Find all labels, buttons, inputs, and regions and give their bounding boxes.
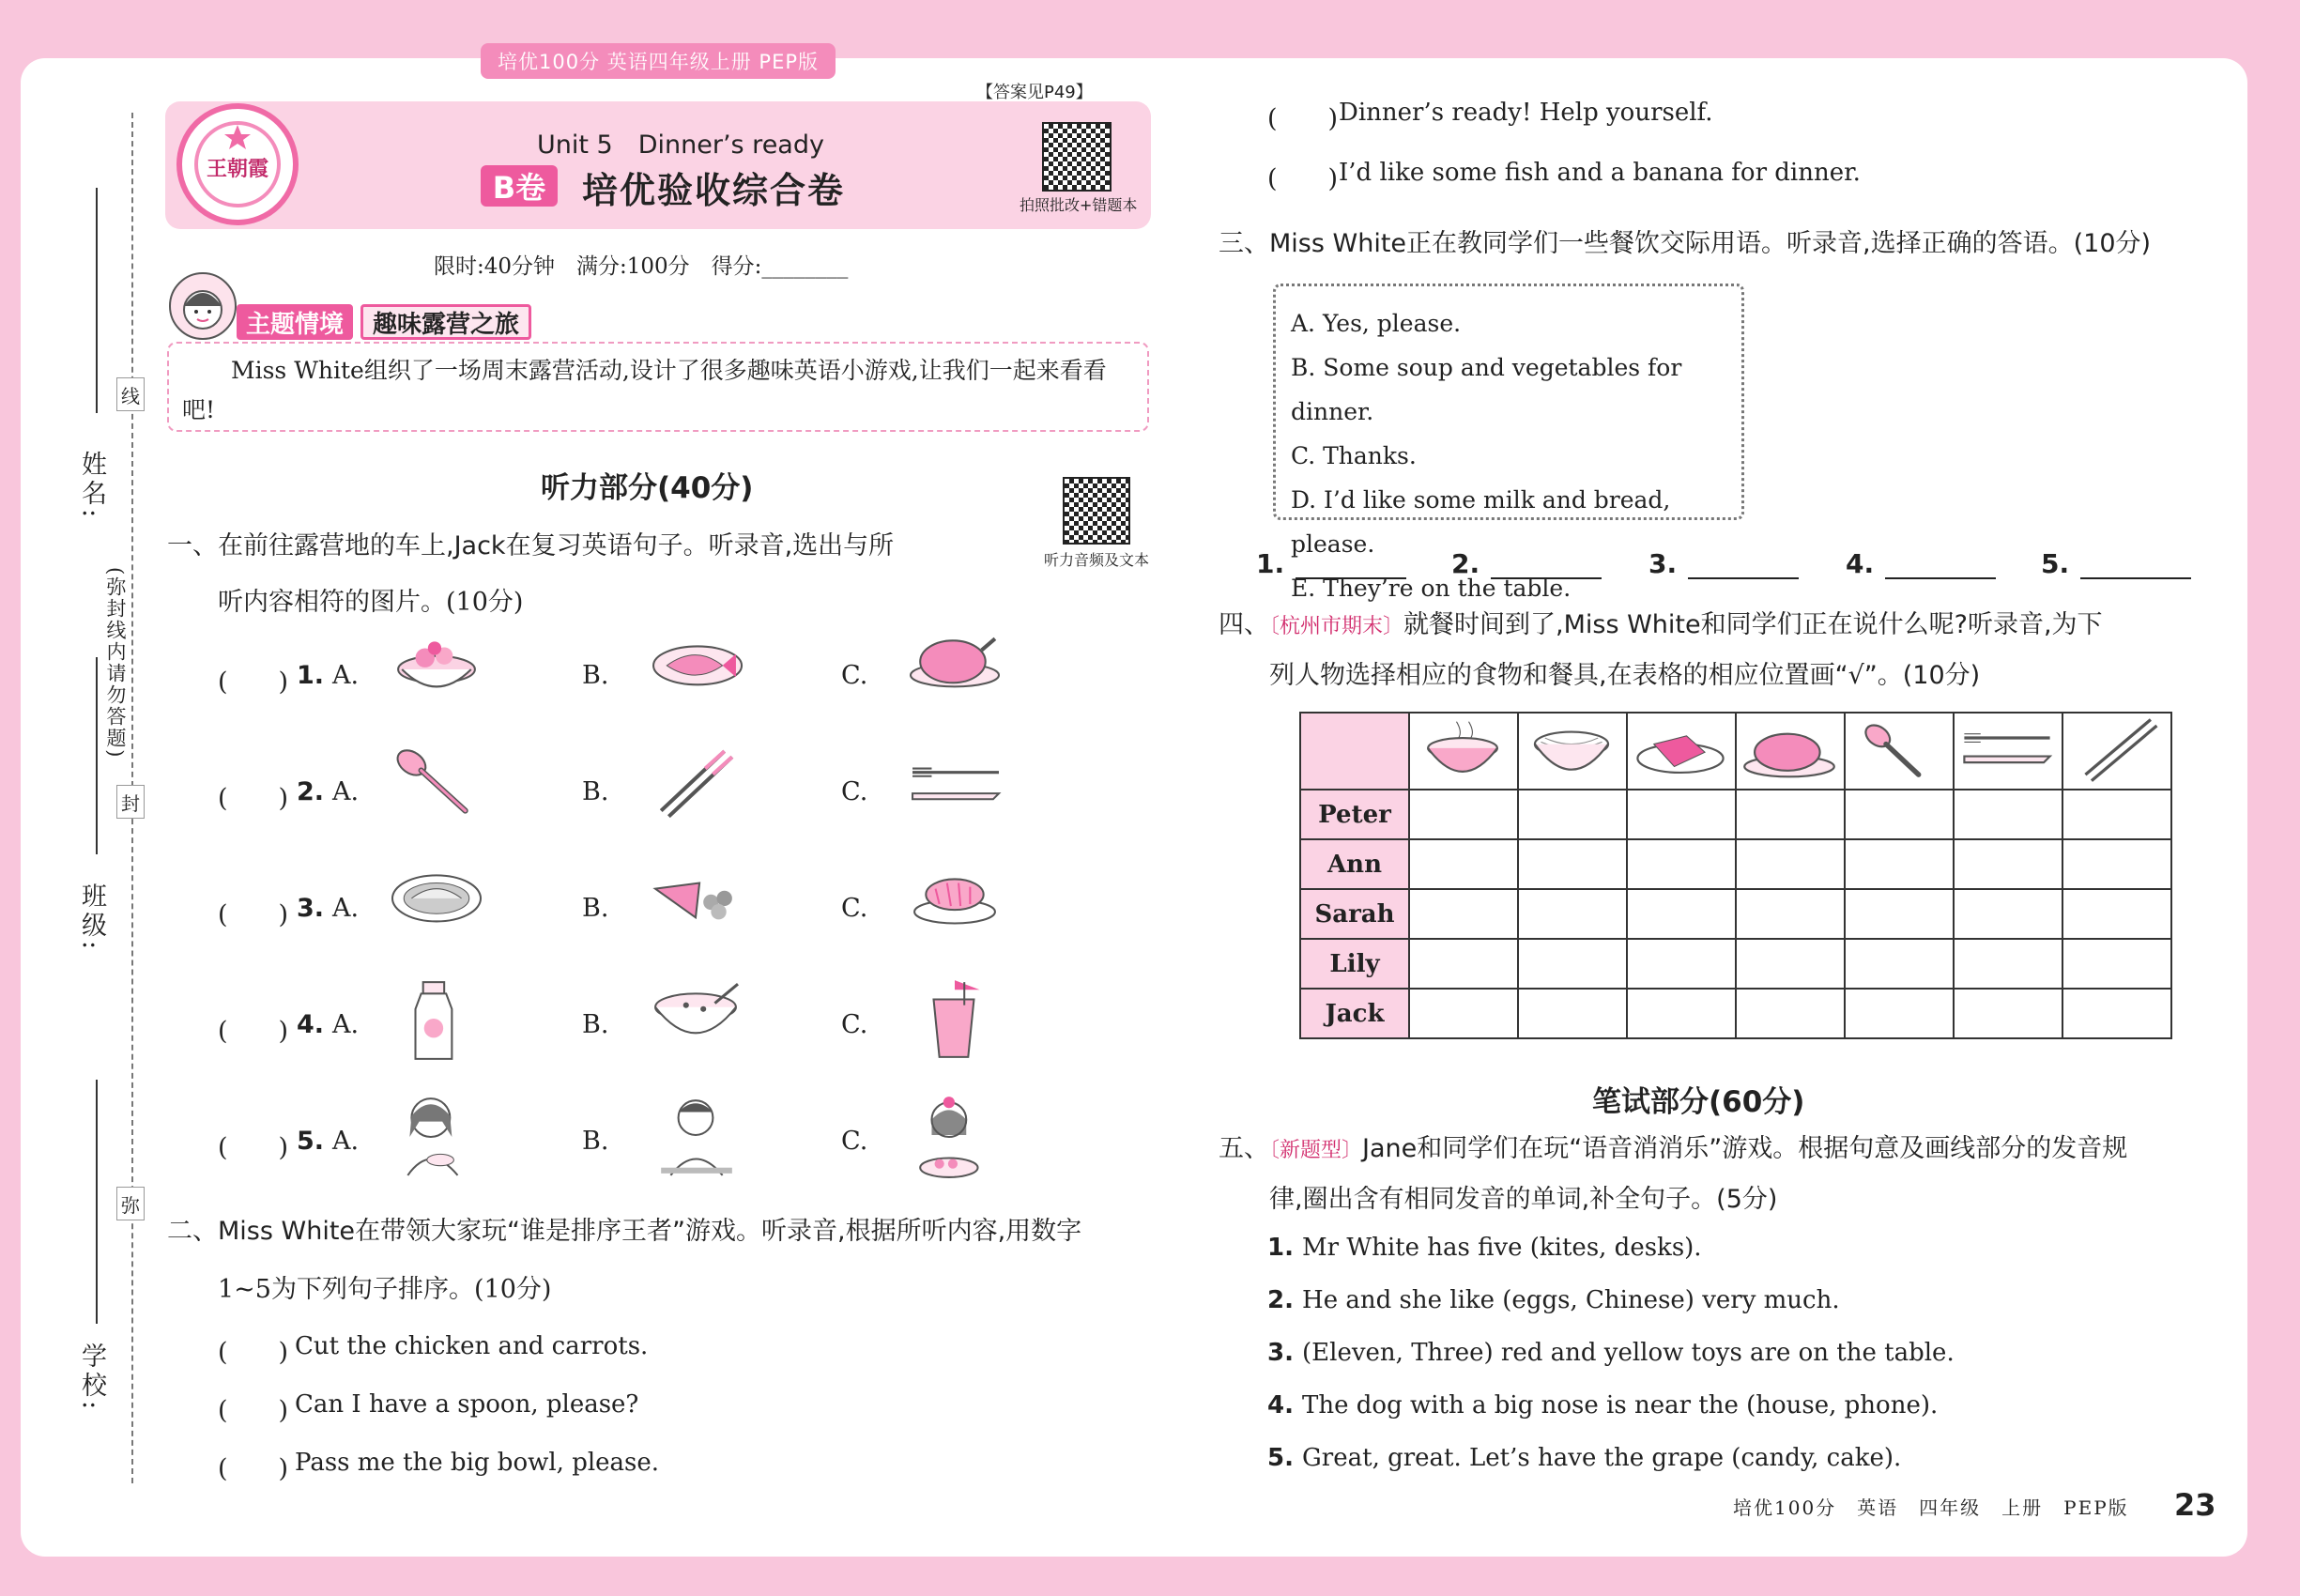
person-name: Jack xyxy=(1300,989,1409,1038)
table-corner xyxy=(1300,713,1409,790)
qr-caption: 拍照批改+错题本 xyxy=(1020,196,1138,214)
item-number: 2. xyxy=(1267,1286,1303,1314)
q5-text: Jane和同学们在玩“语音消消乐”游戏。根据句意及画线部分的发音规 xyxy=(1362,1134,2128,1163)
unit-title: Unit 5 Dinner’s ready xyxy=(537,130,824,160)
knife-fork-icon xyxy=(1954,713,2062,790)
blank-number: 1. xyxy=(1256,548,1285,579)
blank-number: 4. xyxy=(1846,548,1875,579)
knife-fork-icon[interactable] xyxy=(903,744,1006,834)
question-number: 2. xyxy=(297,777,325,806)
vegetables-plate-icon[interactable] xyxy=(385,860,488,950)
teacher-avatar-icon xyxy=(169,272,237,340)
binding-note: (弥封线内请勿答题) xyxy=(104,567,127,760)
q5-number: 五、 xyxy=(1219,1134,1269,1163)
option-label: A. xyxy=(332,894,360,923)
class-line xyxy=(96,657,98,854)
theme-name: 趣味露营之旅 xyxy=(360,304,531,340)
answer-reference: 【答案见P49】 xyxy=(976,83,1093,102)
q5-item xyxy=(1267,1339,1955,1367)
fruit-plate-icon[interactable] xyxy=(644,860,747,950)
rice-bowl-icon xyxy=(1409,713,1518,790)
brand-logo xyxy=(176,103,299,225)
option-label: A. xyxy=(332,1127,360,1156)
answer-blank[interactable] xyxy=(1256,548,1406,579)
option-label: C. xyxy=(841,894,868,923)
check-cell[interactable] xyxy=(1845,939,1954,989)
exam-limits: 限时:40分钟 满分:100分 得分:________ xyxy=(434,254,849,279)
table-row xyxy=(1300,989,2171,1038)
q5-item xyxy=(1267,1286,1840,1314)
option-label: B. xyxy=(582,1127,609,1156)
question-number: 3. xyxy=(297,894,325,923)
check-cell[interactable] xyxy=(1736,889,1845,939)
theme-tag: 主题情境 xyxy=(237,304,353,340)
sentence: Pass me the big bowl, please. xyxy=(295,1449,660,1477)
check-cell[interactable] xyxy=(1518,939,1627,989)
answer-blank[interactable] xyxy=(1648,548,1799,579)
page-footer: 培优100分 英语 四年级 上册 PEP版 xyxy=(1733,1496,2129,1519)
person-name: Ann xyxy=(1300,839,1409,889)
answer-paren[interactable]: ( ) xyxy=(218,1017,289,1046)
blank-number: 2. xyxy=(1451,548,1480,579)
check-cell[interactable] xyxy=(1627,989,1736,1038)
answer-paren[interactable]: ( ) xyxy=(218,1133,289,1162)
blank-number: 3. xyxy=(1648,548,1678,579)
check-cell[interactable] xyxy=(2062,839,2171,889)
soup-bowl-icon[interactable] xyxy=(644,976,747,1067)
school-label: 学校: xyxy=(77,1343,106,1414)
page-number: 23 xyxy=(2174,1487,2216,1523)
boy-eating-icon[interactable] xyxy=(644,1093,747,1183)
sentence: I’d like some fish and a banana for dinner. xyxy=(1339,159,1861,187)
option-label: C. xyxy=(841,777,868,806)
check-cell[interactable] xyxy=(1518,989,1627,1038)
juice-glass-icon[interactable] xyxy=(903,976,1006,1067)
person-name: Sarah xyxy=(1300,889,1409,939)
answer-paren[interactable]: ( ) xyxy=(1267,164,1339,193)
table-row xyxy=(1300,939,2171,989)
girl-eating-icon[interactable] xyxy=(385,1093,488,1183)
fish-icon[interactable] xyxy=(644,627,747,717)
option-label: B. xyxy=(582,1010,609,1039)
answer-paren[interactable]: ( ) xyxy=(218,1396,289,1425)
check-cell[interactable] xyxy=(1409,839,1518,889)
answer-paren[interactable]: ( ) xyxy=(218,784,289,813)
check-cell[interactable] xyxy=(1409,889,1518,939)
option-label: A. xyxy=(332,1010,360,1039)
check-cell[interactable] xyxy=(1954,889,2062,939)
milk-bottle-icon[interactable] xyxy=(385,976,488,1067)
check-cell[interactable] xyxy=(1409,790,1518,839)
q2-instruction-2: 1~5为下列句子排序。(10分) xyxy=(218,1275,552,1304)
option-label: C. xyxy=(841,661,868,690)
chopsticks-icon xyxy=(2062,713,2171,790)
item-text: (Eleven, Three) red and yellow toys are on the table. xyxy=(1302,1339,1955,1367)
check-cell[interactable] xyxy=(2062,939,2171,989)
theme-description: Miss White组织了一场周末露营活动,设计了很多趣味英语小游戏,让我们一起来看看吧! xyxy=(167,342,1149,432)
answer-blank[interactable] xyxy=(2041,548,2191,579)
item-text: The dog with a big nose is near the (house, phone). xyxy=(1302,1391,1939,1420)
answer-paren[interactable]: ( ) xyxy=(1267,104,1339,133)
option-label: A. xyxy=(332,661,360,690)
answer-paren[interactable]: ( ) xyxy=(218,668,289,697)
salad-bowl-icon[interactable] xyxy=(385,627,488,717)
check-cell[interactable] xyxy=(1518,889,1627,939)
roast-chicken-icon[interactable] xyxy=(903,627,1006,717)
bread-plate-icon[interactable] xyxy=(903,860,1006,950)
class-label: 班级: xyxy=(77,882,106,954)
question-number: 4. xyxy=(297,1010,325,1039)
check-cell[interactable] xyxy=(1627,790,1736,839)
check-cell[interactable] xyxy=(2062,989,2171,1038)
q4-instruction xyxy=(1219,608,2103,644)
q3-instruction: 三、Miss White正在教同学们一些餐饮交际用语。听录音,选择正确的答语。(10分) xyxy=(1219,229,2152,258)
spoon-icon[interactable] xyxy=(385,744,488,834)
chopsticks-icon[interactable] xyxy=(644,744,747,834)
item-text: Mr White has five (kites, desks). xyxy=(1302,1234,1702,1262)
option: B. Some soup and vegetables for dinner. xyxy=(1291,354,1682,425)
option-label: B. xyxy=(582,894,609,923)
q5-instruction-2: 律,圈出含有相同发音的单词,补全句子。(5分) xyxy=(1269,1185,1778,1214)
sentence: Cut the chicken and carrots. xyxy=(295,1332,649,1360)
spoon-icon xyxy=(1845,713,1954,790)
q4-text: 就餐时间到了,Miss White和同学们正在说什么呢?听录音,为下 xyxy=(1403,610,2103,639)
seal-feng: 封 xyxy=(116,785,145,819)
answer-blank[interactable] xyxy=(1451,548,1602,579)
table-row xyxy=(1300,839,2171,889)
paper-badge: B卷 xyxy=(481,165,558,207)
q4-number: 四、 xyxy=(1219,610,1269,639)
audio-qr-code-icon[interactable] xyxy=(1063,477,1130,545)
blank-number: 5. xyxy=(2041,548,2070,579)
q2-instruction: 二、Miss White在带领大家玩“谁是排序王者”游戏。听录音,根据所听内容,用数字 xyxy=(167,1217,1082,1246)
check-cell[interactable] xyxy=(1409,939,1518,989)
check-cell[interactable] xyxy=(2062,889,2171,939)
answer-paren[interactable]: ( ) xyxy=(218,1338,289,1367)
name-label: 姓名: xyxy=(77,451,106,522)
table-row xyxy=(1300,889,2171,939)
option-label: C. xyxy=(841,1127,868,1156)
noodles-icon xyxy=(1518,713,1627,790)
name-line xyxy=(96,188,98,413)
q3-options-box xyxy=(1273,284,1744,602)
check-cell[interactable] xyxy=(1736,939,1845,989)
item-number: 5. xyxy=(1267,1444,1303,1472)
check-cell[interactable] xyxy=(1518,839,1627,889)
check-cell[interactable] xyxy=(1845,790,1954,839)
girl-drinking-icon[interactable] xyxy=(903,1093,1006,1183)
page-title: 培优验收综合卷 xyxy=(582,170,846,211)
table-row xyxy=(1300,790,2171,839)
option-label: C. xyxy=(841,1010,868,1039)
option-label: B. xyxy=(582,777,609,806)
answer-paren[interactable]: ( ) xyxy=(218,900,289,929)
q4-instruction-2: 列人物选择相应的食物和餐具,在表格的相应位置画“√”。(10分) xyxy=(1269,661,1981,690)
q4-table xyxy=(1299,712,2172,1039)
seal-mi: 弥 xyxy=(116,1187,145,1220)
person-name: Lily xyxy=(1300,939,1409,989)
q5-item xyxy=(1267,1234,1702,1262)
q5-item xyxy=(1267,1391,1938,1420)
seal-xian: 线 xyxy=(116,377,145,411)
chicken-icon xyxy=(1736,713,1845,790)
audio-qr-caption: 听力音频及文本 xyxy=(1044,551,1150,569)
writing-title: 笔试部分(60分) xyxy=(1592,1085,1805,1119)
check-cell[interactable] xyxy=(1954,939,2062,989)
option: D. I’d like some milk and bread, please. xyxy=(1291,486,1671,558)
q4-source-tag: 〔杭州市期末〕 xyxy=(1269,615,1404,638)
check-cell[interactable] xyxy=(1954,989,2062,1038)
check-cell[interactable] xyxy=(1736,790,1845,839)
question-number: 1. xyxy=(297,661,325,690)
person-name: Peter xyxy=(1300,790,1409,839)
q5-type-tag: 〔新题型〕 xyxy=(1269,1139,1363,1162)
check-cell[interactable] xyxy=(1736,989,1845,1038)
option: C. Thanks. xyxy=(1291,442,1417,469)
school-line xyxy=(96,1080,98,1324)
answer-blank[interactable] xyxy=(1846,548,1996,579)
check-cell[interactable] xyxy=(2062,790,2171,839)
option: A. Yes, please. xyxy=(1291,310,1462,337)
q5-item xyxy=(1267,1444,1901,1472)
logo-emblem-icon xyxy=(191,117,284,211)
check-cell[interactable] xyxy=(1954,790,2062,839)
item-text: He and she like (eggs, Chinese) very much. xyxy=(1302,1286,1840,1314)
check-cell[interactable] xyxy=(1845,889,1954,939)
check-cell[interactable] xyxy=(1627,939,1736,989)
item-number: 1. xyxy=(1267,1234,1303,1262)
answer-paren[interactable]: ( ) xyxy=(218,1454,289,1483)
q1-instruction-2: 听内容相符的图片。(10分) xyxy=(218,588,524,617)
check-cell[interactable] xyxy=(1845,839,1954,889)
option: E. They’re on the table. xyxy=(1291,575,1572,602)
check-cell[interactable] xyxy=(1845,989,1954,1038)
check-cell[interactable] xyxy=(1518,790,1627,839)
option-label: B. xyxy=(582,661,609,690)
beef-icon xyxy=(1627,713,1736,790)
book-tab: 培优100分 英语四年级上册 PEP版 xyxy=(481,43,836,79)
item-number: 3. xyxy=(1267,1339,1303,1367)
sentence: Can I have a spoon, please? xyxy=(295,1390,639,1419)
check-cell[interactable] xyxy=(1736,839,1845,889)
item-text: Great, great. Let’s have the grape (candy, cake). xyxy=(1302,1444,1902,1472)
listening-title: 听力部分(40分) xyxy=(541,471,754,505)
check-cell[interactable] xyxy=(1409,989,1518,1038)
check-cell[interactable] xyxy=(1627,889,1736,939)
q1-instruction: 一、在前往露营地的车上,Jack在复习英语句子。听录音,选出与所 xyxy=(167,531,895,560)
item-number: 4. xyxy=(1267,1391,1303,1420)
check-cell[interactable] xyxy=(1627,839,1736,889)
check-cell[interactable] xyxy=(1954,839,2062,889)
svg-text:王朝霞: 王朝霞 xyxy=(206,157,269,181)
question-number: 5. xyxy=(297,1127,325,1156)
sentence: Dinner’s ready! Help yourself. xyxy=(1339,99,1713,127)
qr-code-icon[interactable] xyxy=(1042,122,1112,192)
q5-instruction xyxy=(1219,1132,2127,1168)
option-label: A. xyxy=(332,777,360,806)
